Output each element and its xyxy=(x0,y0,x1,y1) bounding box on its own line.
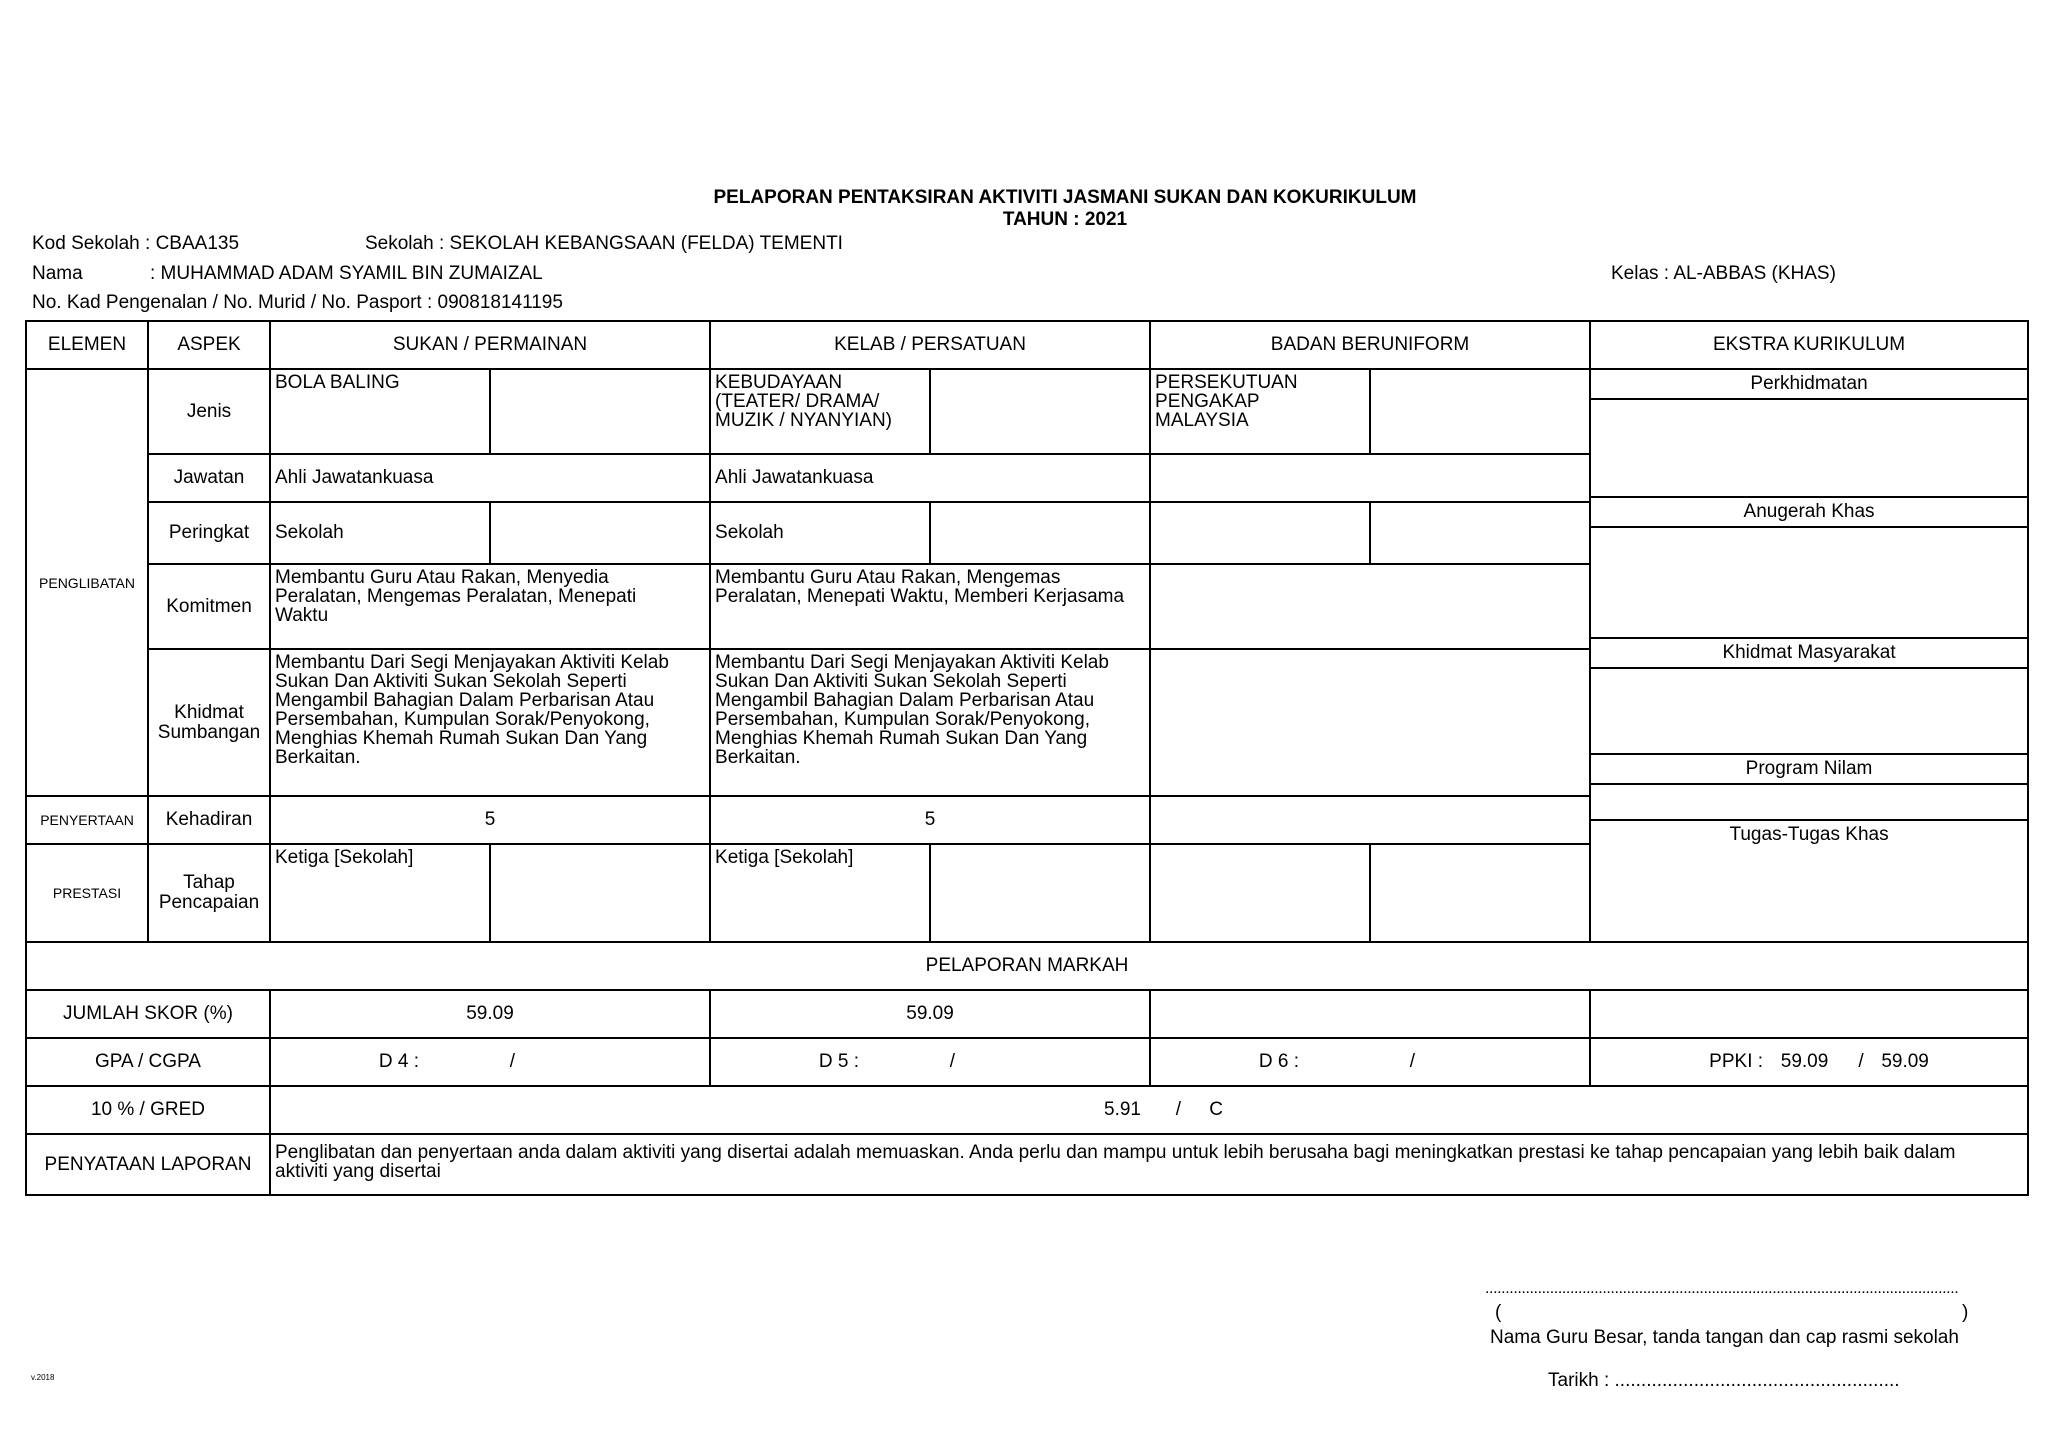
signature-line: ..................................................................................................................... xyxy=(1485,1280,1959,1297)
d5-label: D 5 : xyxy=(818,1051,860,1072)
sukan-jenis-2 xyxy=(490,369,710,454)
kelab-jenis: KEBUDAYAAN (TEATER/ DRAMA/ MUZIK / NYANYIAN) xyxy=(710,369,930,454)
sukan-kehadiran: 5 xyxy=(270,796,710,844)
badan-jawatan xyxy=(1150,454,1590,502)
report-year: TAHUN : 2021 xyxy=(1002,209,1128,230)
kelab-peringkat-2 xyxy=(930,502,1150,564)
kelab-khidmat: Membantu Dari Segi Menjayakan Aktiviti Kelab Sukan Dan Aktiviti Sukan Sekolah Seperti Mengambil Bahagian Dalam Perbarisan Atau Persembahan, Kumpulan Sorak/Penyokong, Menghias Khemah Rumah Sukan Dan Yang Berkaitan. xyxy=(710,649,1150,796)
elemen-penglibatan: PENGLIBATAN xyxy=(26,369,148,796)
laporan-label: PENYATAAN LAPORAN xyxy=(26,1134,270,1195)
sukan-tahap: Ketiga [Sekolah] xyxy=(270,844,490,942)
sukan-peringkat-2 xyxy=(490,502,710,564)
row-markah-heading xyxy=(26,942,2028,990)
gred-label: 10 % / GRED xyxy=(26,1086,270,1134)
gpa-d5 xyxy=(710,1038,1150,1086)
sukan-jawatan: Ahli Jawatankuasa xyxy=(270,454,710,502)
aspek-komitmen: Komitmen xyxy=(148,564,270,649)
gpa-ppki xyxy=(1590,1038,2028,1086)
row-jenis xyxy=(26,369,2028,454)
elemen-penyertaan: PENYERTAAN xyxy=(26,796,148,844)
school-code: Kod Sekolah : CBAA135 xyxy=(32,233,240,254)
aspek-tahap: Tahap Pencapaian xyxy=(148,844,270,942)
row-jumlah xyxy=(26,990,2028,1038)
aspek-khidmat: Khidmat Sumbangan xyxy=(148,649,270,796)
laporan-text: Penglibatan dan penyertaan anda dalam aktiviti yang disertai adalah memuaskan. Anda perlu dan mampu untuk lebih berusaha bagi meningkatkan prestasi ke tahap pencapaian yang lebih baik dalam aktiviti yang disertai xyxy=(270,1134,2028,1195)
d4-label: D 4 : xyxy=(378,1051,419,1072)
col-kelab: KELAB / PERSATUAN xyxy=(710,321,1150,369)
version-label: v.2018 xyxy=(31,1373,55,1382)
col-badan: BADAN BERUNIFORM xyxy=(1150,321,1590,369)
aspek-kehadiran: Kehadiran xyxy=(148,796,270,844)
close-paren: ) xyxy=(1962,1302,1969,1323)
elemen-prestasi: PRESTASI xyxy=(26,844,148,942)
ekstra-khidmat-masyarakat: Khidmat Masyarakat xyxy=(1591,637,2027,667)
open-paren: ( xyxy=(1495,1302,1502,1323)
badan-jenis: PERSEKUTUAN PENGAKAP MALAYSIA xyxy=(1150,369,1370,454)
gred-letter: C xyxy=(1209,1099,1223,1120)
gred-cell xyxy=(270,1086,2028,1134)
d6-slash: / xyxy=(1409,1051,1416,1072)
aspek-jawatan: Jawatan xyxy=(148,454,270,502)
gpa-d6 xyxy=(1150,1038,1590,1086)
col-aspek: ASPEK xyxy=(148,321,270,369)
sukan-peringkat: Sekolah xyxy=(270,502,490,564)
kelab-jenis-2 xyxy=(930,369,1150,454)
kelab-komitmen: Membantu Guru Atau Rakan, Mengemas Peralatan, Menepati Waktu, Memberi Kerjasama xyxy=(710,564,1150,649)
sukan-komitmen: Membantu Guru Atau Rakan, Menyedia Peralatan, Mengemas Peralatan, Menepati Waktu xyxy=(270,564,710,649)
badan-peringkat-2 xyxy=(1370,502,1590,564)
row-laporan xyxy=(26,1134,2028,1195)
kelab-tahap: Ketiga [Sekolah] xyxy=(710,844,930,942)
markah-heading: PELAPORAN MARKAH xyxy=(26,942,2028,990)
row-gpa xyxy=(26,1038,2028,1086)
badan-tahap xyxy=(1150,844,1370,942)
jumlah-badan xyxy=(1150,990,1590,1038)
ekstra-nilam-value xyxy=(1591,783,2027,819)
jumlah-sukan: 59.09 xyxy=(270,990,710,1038)
ppki-label: PPKI : xyxy=(1709,1051,1764,1072)
ekstra-perkhidmatan: Perkhidmatan xyxy=(1750,373,1868,394)
sukan-tahap-2 xyxy=(490,844,710,942)
row-gred xyxy=(26,1086,2028,1134)
col-ekstra: EKSTRA KURIKULUM xyxy=(1590,321,2028,369)
ekstra-khidmat-value xyxy=(1591,667,2027,753)
d6-label: D 6 : xyxy=(1258,1051,1300,1072)
sukan-jenis: BOLA BALING xyxy=(270,369,490,454)
student-name: : MUHAMMAD ADAM SYAMIL BIN ZUMAIZAL xyxy=(150,263,543,284)
signatory-label: Nama Guru Besar, tanda tangan dan cap rasmi sekolah xyxy=(1490,1327,1959,1348)
sukan-khidmat: Membantu Dari Segi Menjayakan Aktiviti Kelab Sukan Dan Aktiviti Sukan Sekolah Seperti Mengambil Bahagian Dalam Perbarisan Atau Persembahan, Kumpulan Sorak/Penyokong, Menghias Khemah Rumah Sukan Dan Yang Berkaitan. xyxy=(270,649,710,796)
ekstra-perkhidmatan-value xyxy=(1591,398,2027,496)
tarikh-label: Tarikh : ...................................................... xyxy=(1548,1370,1900,1391)
report-title: PELAPORAN PENTAKSIRAN AKTIVITI JASMANI SUKAN DAN KOKURIKULUM xyxy=(713,187,1417,208)
class-name: Kelas : AL-ABBAS (KHAS) xyxy=(1611,263,1836,284)
assessment-table xyxy=(25,320,2029,1196)
badan-jenis-2 xyxy=(1370,369,1590,454)
d5-slash: / xyxy=(949,1051,956,1072)
gpa-label: GPA / CGPA xyxy=(26,1038,270,1086)
col-sukan: SUKAN / PERMAINAN xyxy=(270,321,710,369)
badan-kehadiran xyxy=(1150,796,1590,844)
ppki-slash: / xyxy=(1858,1051,1864,1072)
d4-slash: / xyxy=(509,1051,515,1072)
header-row xyxy=(26,321,2028,369)
ekstra-panel xyxy=(1590,369,2028,942)
ppki-gpa: 59.09 xyxy=(1780,1051,1829,1072)
name-label: Nama xyxy=(32,263,83,284)
student-id: No. Kad Pengenalan / No. Murid / No. Pasport : 090818141195 xyxy=(32,292,563,313)
ekstra-nilam: Program Nilam xyxy=(1591,753,2027,783)
school-name: Sekolah : SEKOLAH KEBANGSAAN (FELDA) TEMENTI xyxy=(365,233,843,254)
badan-khidmat xyxy=(1150,649,1590,796)
ekstra-anugerah-value xyxy=(1591,526,2027,637)
ekstra-tugas: Tugas-Tugas Khas xyxy=(1591,819,2027,848)
gred-slash: / xyxy=(1175,1099,1181,1120)
jumlah-label: JUMLAH SKOR (%) xyxy=(26,990,270,1038)
aspek-peringkat: Peringkat xyxy=(148,502,270,564)
gred-value: 5.91 xyxy=(1104,1099,1141,1120)
kelab-tahap-2 xyxy=(930,844,1150,942)
col-elemen: ELEMEN xyxy=(26,321,148,369)
jumlah-ekstra xyxy=(1590,990,2028,1038)
ekstra-anugerah: Anugerah Khas xyxy=(1591,496,2027,526)
kelab-peringkat: Sekolah xyxy=(710,502,930,564)
kelab-jawatan: Ahli Jawatankuasa xyxy=(710,454,1150,502)
aspek-jenis: Jenis xyxy=(148,369,270,454)
kelab-kehadiran: 5 xyxy=(710,796,1150,844)
gpa-d4 xyxy=(270,1038,710,1086)
badan-tahap-2 xyxy=(1370,844,1590,942)
badan-peringkat xyxy=(1150,502,1370,564)
jumlah-kelab: 59.09 xyxy=(710,990,1150,1038)
ppki-cgpa: 59.09 xyxy=(1881,1051,1929,1072)
badan-komitmen xyxy=(1150,564,1590,649)
